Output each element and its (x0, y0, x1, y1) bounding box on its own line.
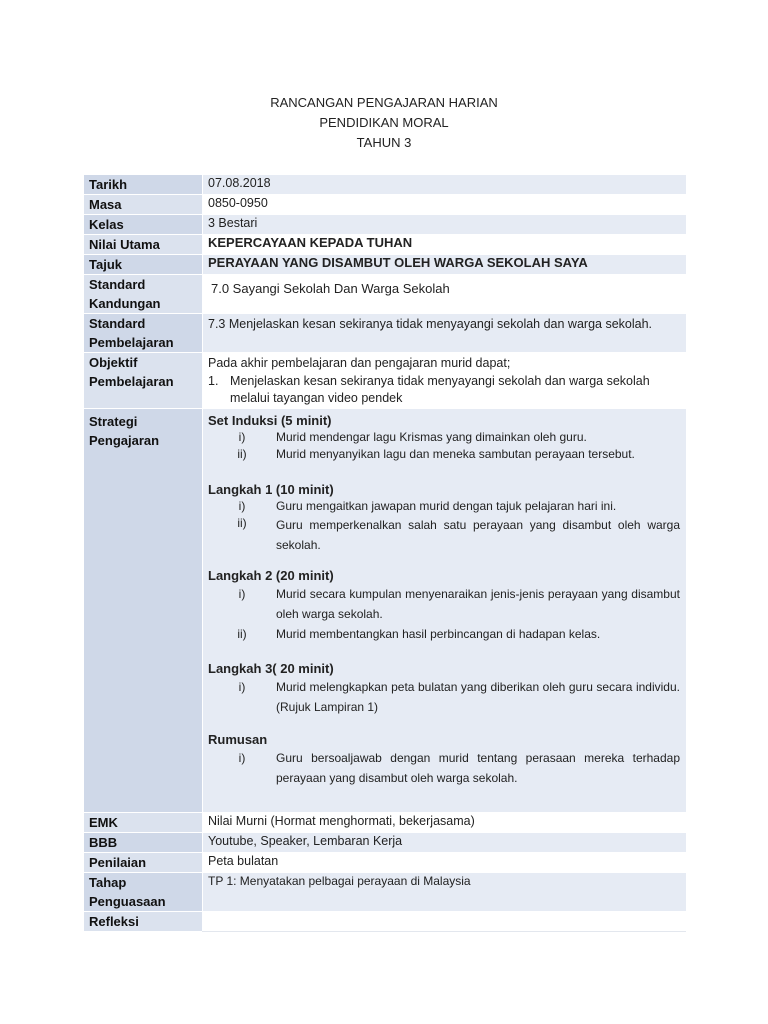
section-heading: Langkah 1 (10 minit) (208, 482, 334, 497)
item-text: Guru mengaitkan jawapan murid dengan tajuk pelajaran hari ini. (276, 499, 617, 513)
value-standard-kandungan: 7.0 Sayangi Sekolah Dan Warga Sekolah (203, 275, 687, 314)
objektif-item-text: Menjelaskan kesan sekiranya tidak menyayangi sekolah dan warga sekolah melalui tayangan video pendek (230, 374, 650, 405)
label-tarikh: Tarikh (84, 175, 203, 195)
item-text: Murid melengkapkan peta bulatan yang diberikan oleh guru secara individu. (Rujuk Lampiran 1) (276, 680, 680, 714)
item-text: Guru bersoaljawab dengan murid tentang perasaan mereka terhadap perayaan yang disambut oleh warga sekolah. (276, 751, 680, 785)
item-number: i) (238, 430, 246, 444)
label-line: Objektif (89, 355, 138, 370)
value-tajuk: PERAYAAN YANG DISAMBUT OLEH WARGA SEKOLAH SAYA (203, 255, 687, 275)
label-line: Standard (89, 316, 146, 331)
label-line: Kandungan (89, 296, 161, 311)
value-emk: Nilai Murni (Hormat menghormati, bekerjasama) (203, 813, 687, 833)
row-tajuk (84, 255, 686, 275)
row-masa (84, 195, 686, 215)
item-number: ii) (237, 516, 247, 530)
item-number: ii) (237, 447, 247, 461)
header-subject: PENDIDIKAN MORAL (319, 115, 449, 130)
label-penilaian: Penilaian (84, 853, 203, 873)
value-penilaian: Peta bulatan (203, 853, 687, 873)
label-nilai-utama: Nilai Utama (84, 235, 203, 255)
objektif-intro: Pada akhir pembelajaran dan pengajaran murid dapat; (208, 356, 511, 370)
row-refleksi (84, 912, 686, 932)
document-header (0, 93, 768, 153)
section-heading: Langkah 3( 20 minit) (208, 661, 334, 676)
label-standard-kandungan (84, 275, 203, 314)
list-item (208, 515, 682, 555)
list-item (208, 677, 682, 717)
label-refleksi: Refleksi (84, 912, 203, 932)
label-tajuk: Tajuk (84, 255, 203, 275)
label-line: Pembelajaran (89, 374, 174, 389)
header-title: RANCANGAN PENGAJARAN HARIAN (270, 95, 498, 110)
label-kelas: Kelas (84, 215, 203, 235)
value-standard-pembelajaran: 7.3 Menjelaskan kesan sekiranya tidak menyayangi sekolah dan warga sekolah. (203, 314, 687, 353)
value-refleksi (203, 912, 687, 932)
item-text: Murid mendengar lagu Krismas yang dimainkan oleh guru. (276, 430, 587, 444)
row-kelas (84, 215, 686, 235)
label-line: Pembelajaran (89, 335, 174, 350)
label-standard-pembelajaran (84, 314, 203, 353)
list-item (208, 584, 682, 624)
item-text: Murid menyanyikan lagu dan meneka sambutan perayaan tersebut. (276, 447, 635, 461)
row-tahap-penguasaan (84, 873, 686, 912)
section-heading: Rumusan (208, 732, 268, 747)
value-masa: 0850-0950 (203, 195, 687, 215)
row-nilai-utama (84, 235, 686, 255)
row-emk (84, 813, 686, 833)
label-strategi (84, 409, 203, 813)
value-kelas: 3 Bestari (203, 215, 687, 235)
label-bbb: BBB (84, 833, 203, 853)
list-item (208, 624, 682, 644)
item-number: ii) (237, 627, 247, 641)
header-year: TAHUN 3 (356, 135, 412, 150)
label-line: Pengajaran (89, 433, 160, 448)
row-standard-pembelajaran (84, 314, 686, 353)
label-objektif (84, 353, 203, 409)
row-tarikh (84, 175, 686, 195)
item-text: Murid secara kumpulan menyenaraikan jenis-jenis perayaan yang disambut oleh warga sekolah. (276, 587, 680, 621)
list-item (208, 429, 682, 446)
label-line: Penguasaan (89, 894, 166, 909)
section-heading: Langkah 2 (20 minit) (208, 568, 334, 583)
row-standard-kandungan (84, 275, 686, 314)
objektif-item-number: 1. (208, 374, 219, 388)
value-bbb: Youtube, Speaker, Lembaran Kerja (203, 833, 687, 853)
label-line: Tahap (89, 875, 127, 890)
row-objektif (84, 353, 686, 409)
section-heading: Set Induksi (5 minit) (208, 413, 332, 428)
item-number: i) (238, 587, 246, 601)
objektif-item (208, 373, 682, 407)
row-strategi (84, 409, 686, 813)
label-tahap-penguasaan (84, 873, 203, 912)
item-number: i) (238, 751, 246, 765)
value-tahap-penguasaan: TP 1: Menyatakan pelbagai perayaan di Malaysia (203, 873, 687, 912)
label-line: Strategi (89, 414, 138, 429)
value-tarikh: 07.08.2018 (203, 175, 687, 195)
lesson-plan-table (84, 175, 686, 932)
value-strategi (203, 409, 687, 813)
value-nilai-utama: KEPERCAYAAN KEPADA TUHAN (203, 235, 687, 255)
row-bbb (84, 833, 686, 853)
label-emk: EMK (84, 813, 203, 833)
label-line: Standard (89, 277, 146, 292)
item-text: Guru memperkenalkan salah satu perayaan yang disambut oleh warga sekolah. (276, 518, 680, 552)
value-objektif (203, 353, 687, 409)
label-masa: Masa (84, 195, 203, 215)
item-number: i) (238, 499, 246, 513)
item-text: Murid membentangkan hasil perbincangan di hadapan kelas. (276, 627, 601, 641)
list-item (208, 748, 682, 788)
list-item (208, 446, 682, 463)
list-item (208, 498, 682, 515)
item-number: i) (238, 680, 246, 694)
row-penilaian (84, 853, 686, 873)
